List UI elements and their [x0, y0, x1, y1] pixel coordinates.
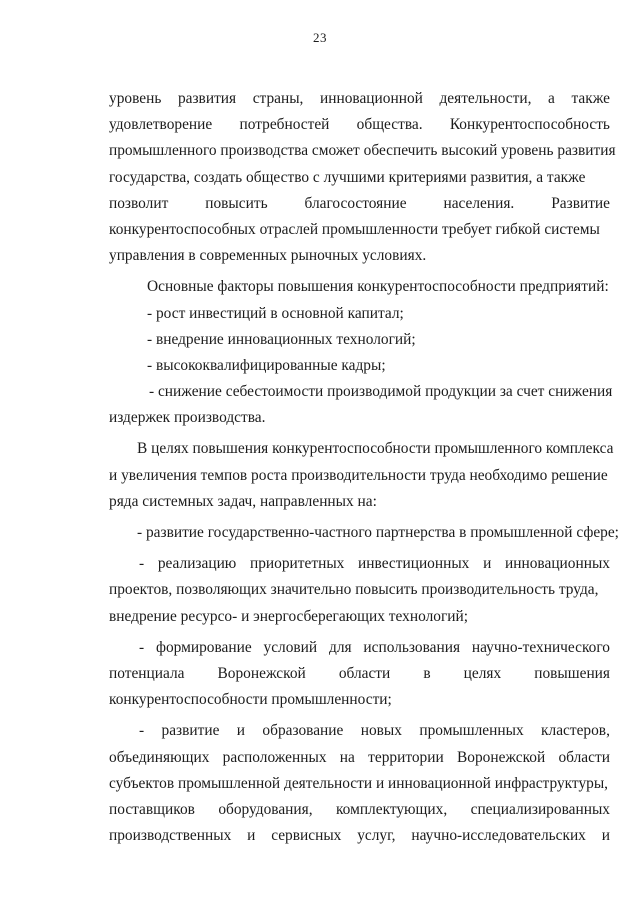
word: образование [262, 722, 344, 740]
section-heading: Основные факторы повышения конкурентоспособности предприятий: [147, 278, 609, 296]
text-line [109, 661, 610, 687]
text-line: промышленного производства сможет обеспечить высокий уровень развития [109, 142, 616, 160]
text-line [109, 86, 610, 112]
word: услуг, [357, 827, 396, 845]
word: оборудования, [218, 800, 313, 818]
word: промышленных [419, 722, 524, 740]
word: - [139, 638, 145, 656]
text-line: проектов, позволяющих значительно повысить производительность труда, [109, 581, 599, 599]
text-line: субъектов промышленной деятельности и инновационной инфраструктуры, [109, 774, 609, 792]
text-line: конкурентоспособности промышленности; [109, 691, 392, 709]
word: повышения [534, 664, 610, 682]
text-line [109, 191, 610, 217]
text-line: В целях повышения конкурентоспособности промышленного комплекса [137, 440, 614, 458]
word: потенциала [109, 664, 185, 682]
page-number: 23 [313, 30, 327, 45]
word: - [139, 722, 145, 740]
text-line: издержек производства. [109, 409, 266, 427]
text-line: ряда системных задач, направленных на: [109, 492, 377, 510]
word: Развитие [551, 194, 610, 212]
list-item [109, 551, 610, 630]
word: деятельности, [439, 90, 532, 107]
text-line [109, 718, 610, 744]
list-item: - рост инвестиций в основной капитал; [147, 304, 404, 322]
word: общества. [356, 116, 423, 134]
list-item [109, 718, 610, 849]
word: территории [368, 748, 444, 766]
text-line [109, 823, 610, 849]
word: благосостояние [304, 194, 407, 212]
word: населения. [443, 194, 515, 212]
list-item: - высококвалифицированные кадры; [147, 356, 386, 374]
word: поставщиков [109, 800, 195, 818]
word: повысить [205, 194, 268, 212]
text-line: управления в современных рыночных условиях. [109, 247, 427, 265]
word: инновационных [505, 555, 610, 573]
text-line: государства, создать общество с лучшими критериями развития, а также [109, 168, 586, 186]
word: условий [263, 638, 318, 656]
word: расположенных [222, 748, 327, 766]
word: формирование [155, 638, 252, 656]
word: страны, [252, 90, 304, 107]
list-item [109, 520, 619, 546]
word: уровень [109, 90, 162, 107]
word: реализацию [157, 555, 237, 573]
word: комплектующих, [335, 800, 448, 818]
word: области [558, 748, 610, 766]
word: а [548, 90, 555, 107]
document-text [109, 86, 619, 849]
word: научно-исследовательских [411, 827, 586, 845]
list-item [109, 635, 610, 714]
word: и [236, 722, 246, 740]
word: - [139, 555, 145, 573]
text-line [109, 551, 610, 577]
word: потребностей [239, 116, 330, 134]
word: специализированных [470, 800, 610, 818]
word: объединяющих [109, 748, 210, 766]
word: удовлетворение [109, 116, 213, 134]
word: развитие [161, 722, 220, 740]
word: новых [360, 722, 402, 740]
paragraph [109, 86, 616, 269]
word: для [328, 638, 352, 656]
word: и [247, 827, 256, 845]
word: Воронежской [217, 664, 306, 682]
factors-section [109, 274, 613, 431]
word: целях [463, 664, 502, 682]
text-line: - развитие государственно-частного партнерства в промышленной сфере; [137, 524, 619, 541]
list-item: - снижение себестоимости производимой продукции за счет снижения [149, 383, 613, 401]
paragraph [109, 436, 614, 515]
word: развития [177, 90, 237, 107]
word: в [423, 664, 431, 682]
word: также [571, 90, 610, 107]
text-line [109, 112, 610, 138]
word: Конкурентоспособность [449, 116, 610, 134]
word: области [338, 664, 391, 682]
text-line: внедрение ресурсо- и энергосберегающих технологий; [109, 607, 469, 625]
word: и [483, 555, 492, 573]
word: производственных [109, 827, 232, 845]
text-line [109, 797, 610, 823]
word: и [601, 827, 610, 845]
word: инвестиционных [358, 555, 470, 573]
word: позволит [109, 194, 169, 212]
text-line: конкурентоспособных отраслей промышленности требует гибкой системы [109, 220, 600, 238]
word: научно-технического [471, 638, 610, 656]
word: сервисных [271, 827, 342, 845]
text-line: и увеличения темпов роста производительности труда необходимо решение [109, 466, 608, 484]
list-item: - внедрение инновационных технологий; [147, 330, 416, 348]
word: кластеров, [541, 722, 610, 740]
word: использования [363, 638, 461, 656]
word: приоритетных [250, 555, 345, 573]
text-line [109, 745, 610, 771]
text-line [109, 635, 610, 661]
word: Воронежской [456, 748, 546, 766]
word: инновационной [320, 90, 423, 107]
word: на [339, 748, 355, 766]
